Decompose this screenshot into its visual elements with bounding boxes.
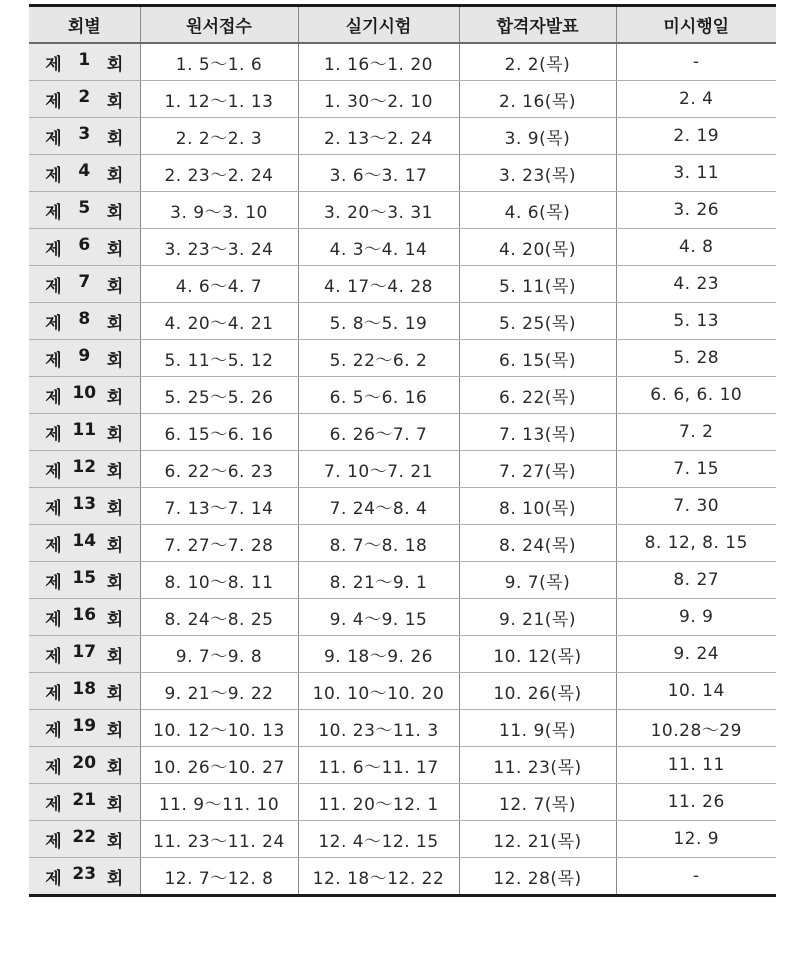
round-label-part: 회 (106, 535, 124, 556)
non-exam-day-cell: 4. 23 (616, 266, 776, 303)
round-label-part: 회 (106, 54, 124, 75)
round-label-part: 제 (45, 609, 62, 630)
round-label-part: 회 (106, 720, 124, 741)
table-row (29, 303, 776, 340)
non-exam-day-cell: 9. 9 (616, 599, 776, 636)
non-exam-day-cell: 2. 4 (616, 81, 776, 118)
round-label-part: 5 (78, 197, 91, 218)
result-announcement-cell: 12. 21(목) (459, 821, 616, 858)
result-announcement-cell: 8. 24(목) (459, 525, 616, 562)
result-announcement-cell: 8. 10(목) (459, 488, 616, 525)
round-label-part: 제 (45, 128, 62, 149)
table-row (29, 488, 776, 525)
round-label (45, 642, 123, 667)
round-label-part: 제 (45, 572, 62, 593)
round-label (45, 494, 123, 519)
round-label (45, 87, 123, 112)
result-announcement-cell: 7. 13(목) (459, 414, 616, 451)
table-row (29, 414, 776, 451)
table-row (29, 710, 776, 747)
practical-exam-period-cell: 1. 16～1. 20 (298, 43, 459, 81)
round-cell (29, 784, 140, 821)
table-header (29, 6, 776, 44)
round-label (45, 568, 123, 593)
table-row (29, 784, 776, 821)
non-exam-day-cell: 4. 8 (616, 229, 776, 266)
practical-exam-period-cell: 2. 13～2. 24 (298, 118, 459, 155)
round-cell (29, 192, 140, 229)
round-label-part: 제 (45, 239, 62, 260)
round-label-part: 회 (106, 276, 124, 297)
round-cell (29, 747, 140, 784)
application-period-cell: 1. 5～1. 6 (140, 43, 298, 81)
practical-exam-period-cell: 9. 4～9. 15 (298, 599, 459, 636)
application-period-cell: 11. 9～11. 10 (140, 784, 298, 821)
non-exam-day-cell: 7. 30 (616, 488, 776, 525)
round-label-part: 7 (78, 271, 91, 292)
application-period-cell: 5. 11～5. 12 (140, 340, 298, 377)
round-label-part: 12 (72, 456, 97, 477)
practical-exam-period-cell: 8. 21～9. 1 (298, 562, 459, 599)
header-practical-exam: 실기시험 (298, 6, 459, 44)
application-period-cell: 3. 9～3. 10 (140, 192, 298, 229)
practical-exam-period-cell: 4. 3～4. 14 (298, 229, 459, 266)
non-exam-day-cell: 3. 26 (616, 192, 776, 229)
table-row (29, 599, 776, 636)
non-exam-day-cell: 11. 26 (616, 784, 776, 821)
practical-exam-period-cell: 12. 4～12. 15 (298, 821, 459, 858)
round-label-part: 회 (106, 609, 124, 630)
round-label (45, 679, 123, 704)
table-row (29, 858, 776, 896)
round-label (45, 346, 123, 371)
round-label-part: 15 (72, 567, 97, 588)
application-period-cell: 10. 26～10. 27 (140, 747, 298, 784)
result-announcement-cell: 11. 23(목) (459, 747, 616, 784)
practical-exam-period-cell: 5. 8～5. 19 (298, 303, 459, 340)
round-label-part: 17 (72, 641, 97, 662)
result-announcement-cell: 3. 9(목) (459, 118, 616, 155)
table-row (29, 266, 776, 303)
table-row (29, 377, 776, 414)
round-cell (29, 710, 140, 747)
application-period-cell: 6. 15～6. 16 (140, 414, 298, 451)
application-period-cell: 4. 6～4. 7 (140, 266, 298, 303)
round-cell (29, 821, 140, 858)
non-exam-day-cell: 7. 15 (616, 451, 776, 488)
round-label-part: 제 (45, 646, 62, 667)
round-label (45, 605, 123, 630)
round-label-part: 제 (45, 350, 62, 371)
round-label-part: 회 (106, 350, 124, 371)
round-cell (29, 599, 140, 636)
practical-exam-period-cell: 3. 20～3. 31 (298, 192, 459, 229)
round-cell (29, 858, 140, 896)
practical-exam-period-cell: 11. 20～12. 1 (298, 784, 459, 821)
round-label-part: 제 (45, 831, 62, 852)
application-period-cell: 3. 23～3. 24 (140, 229, 298, 266)
non-exam-day-cell: 5. 28 (616, 340, 776, 377)
non-exam-day-cell: 3. 11 (616, 155, 776, 192)
round-label-part: 19 (72, 715, 97, 736)
round-cell (29, 303, 140, 340)
practical-exam-period-cell: 6. 5～6. 16 (298, 377, 459, 414)
exam-schedule-table (29, 4, 776, 897)
round-label-part: 회 (106, 498, 124, 519)
round-label (45, 309, 123, 334)
application-period-cell: 8. 24～8. 25 (140, 599, 298, 636)
round-label-part: 제 (45, 720, 62, 741)
non-exam-day-cell: - (616, 858, 776, 896)
round-cell (29, 340, 140, 377)
round-label-part: 21 (72, 789, 97, 810)
round-label-part: 회 (106, 868, 124, 889)
round-label (45, 272, 123, 297)
round-label-part: 제 (45, 276, 62, 297)
practical-exam-period-cell: 3. 6～3. 17 (298, 155, 459, 192)
table-body (29, 43, 776, 896)
round-label-part: 회 (106, 239, 124, 260)
round-label-part: 제 (45, 424, 62, 445)
round-label-part: 회 (106, 313, 124, 334)
table-row (29, 451, 776, 488)
result-announcement-cell: 4. 20(목) (459, 229, 616, 266)
round-cell (29, 562, 140, 599)
result-announcement-cell: 2. 16(목) (459, 81, 616, 118)
round-label-part: 회 (106, 424, 124, 445)
round-label-part: 제 (45, 387, 62, 408)
round-cell (29, 636, 140, 673)
table-row (29, 81, 776, 118)
round-label-part: 11 (72, 419, 97, 440)
round-label-part: 제 (45, 313, 62, 334)
round-label-part: 16 (72, 604, 97, 625)
non-exam-day-cell: 6. 6, 6. 10 (616, 377, 776, 414)
round-cell (29, 155, 140, 192)
round-label-part: 23 (72, 863, 97, 884)
practical-exam-period-cell: 10. 23～11. 3 (298, 710, 459, 747)
round-label-part: 회 (106, 461, 124, 482)
table-row (29, 155, 776, 192)
round-label-part: 회 (106, 165, 124, 186)
non-exam-day-cell: 8. 12, 8. 15 (616, 525, 776, 562)
round-label (45, 235, 123, 260)
round-cell (29, 266, 140, 303)
result-announcement-cell: 4. 6(목) (459, 192, 616, 229)
round-label-part: 회 (106, 572, 124, 593)
table-row (29, 340, 776, 377)
non-exam-day-cell: 5. 13 (616, 303, 776, 340)
application-period-cell: 9. 21～9. 22 (140, 673, 298, 710)
round-label-part: 회 (106, 202, 124, 223)
practical-exam-period-cell: 9. 18～9. 26 (298, 636, 459, 673)
application-period-cell: 1. 12～1. 13 (140, 81, 298, 118)
practical-exam-period-cell: 12. 18～12. 22 (298, 858, 459, 896)
result-announcement-cell: 6. 22(목) (459, 377, 616, 414)
round-label (45, 753, 123, 778)
round-label-part: 회 (106, 794, 124, 815)
round-label-part: 3 (78, 123, 91, 144)
round-cell (29, 118, 140, 155)
application-period-cell: 8. 10～8. 11 (140, 562, 298, 599)
result-announcement-cell: 11. 9(목) (459, 710, 616, 747)
round-label-part: 제 (45, 683, 62, 704)
round-label (45, 827, 123, 852)
round-label (45, 161, 123, 186)
result-announcement-cell: 10. 26(목) (459, 673, 616, 710)
header-round: 회별 (29, 6, 140, 44)
round-label-part: 제 (45, 91, 62, 112)
application-period-cell: 12. 7～12. 8 (140, 858, 298, 896)
non-exam-day-cell: 11. 11 (616, 747, 776, 784)
round-label-part: 제 (45, 535, 62, 556)
table-row (29, 562, 776, 599)
application-period-cell: 2. 2～2. 3 (140, 118, 298, 155)
practical-exam-period-cell: 1. 30～2. 10 (298, 81, 459, 118)
round-label-part: 2 (78, 86, 91, 107)
practical-exam-period-cell: 4. 17～4. 28 (298, 266, 459, 303)
round-cell (29, 229, 140, 266)
round-label (45, 790, 123, 815)
header-application: 원서접수 (140, 6, 298, 44)
application-period-cell: 9. 7～9. 8 (140, 636, 298, 673)
round-label-part: 제 (45, 794, 62, 815)
round-cell (29, 414, 140, 451)
non-exam-day-cell: 8. 27 (616, 562, 776, 599)
table-row (29, 43, 776, 81)
round-label-part: 회 (106, 91, 124, 112)
practical-exam-period-cell: 8. 7～8. 18 (298, 525, 459, 562)
non-exam-day-cell: 9. 24 (616, 636, 776, 673)
round-label (45, 198, 123, 223)
practical-exam-period-cell: 6. 26～7. 7 (298, 414, 459, 451)
non-exam-day-cell: 10.28～29 (616, 710, 776, 747)
round-label-part: 6 (78, 234, 91, 255)
non-exam-day-cell: 12. 9 (616, 821, 776, 858)
application-period-cell: 11. 23～11. 24 (140, 821, 298, 858)
result-announcement-cell: 9. 7(목) (459, 562, 616, 599)
round-label-part: 10 (72, 382, 97, 403)
header-non-exam-day: 미시행일 (616, 6, 776, 44)
round-label-part: 회 (106, 128, 124, 149)
round-label (45, 864, 123, 889)
practical-exam-period-cell: 10. 10～10. 20 (298, 673, 459, 710)
round-label-part: 18 (72, 678, 97, 699)
application-period-cell: 7. 27～7. 28 (140, 525, 298, 562)
application-period-cell: 5. 25～5. 26 (140, 377, 298, 414)
round-label (45, 383, 123, 408)
round-cell (29, 488, 140, 525)
result-announcement-cell: 5. 11(목) (459, 266, 616, 303)
round-label-part: 제 (45, 461, 62, 482)
table-row (29, 673, 776, 710)
round-label-part: 9 (78, 345, 91, 366)
application-period-cell: 7. 13～7. 14 (140, 488, 298, 525)
table-row (29, 192, 776, 229)
round-label-part: 제 (45, 165, 62, 186)
round-cell (29, 43, 140, 81)
round-cell (29, 451, 140, 488)
header-row (29, 6, 776, 44)
round-cell (29, 377, 140, 414)
non-exam-day-cell: 7. 2 (616, 414, 776, 451)
practical-exam-period-cell: 5. 22～6. 2 (298, 340, 459, 377)
table-row (29, 229, 776, 266)
round-label-part: 1 (78, 49, 91, 70)
round-cell (29, 81, 140, 118)
round-label-part: 회 (106, 831, 124, 852)
round-label-part: 8 (78, 308, 91, 329)
round-label-part: 회 (106, 646, 124, 667)
result-announcement-cell: 6. 15(목) (459, 340, 616, 377)
table-row (29, 636, 776, 673)
round-label-part: 회 (106, 387, 124, 408)
result-announcement-cell: 2. 2(목) (459, 43, 616, 81)
round-label (45, 457, 123, 482)
result-announcement-cell: 12. 28(목) (459, 858, 616, 896)
result-announcement-cell: 9. 21(목) (459, 599, 616, 636)
table-row (29, 118, 776, 155)
result-announcement-cell: 12. 7(목) (459, 784, 616, 821)
application-period-cell: 4. 20～4. 21 (140, 303, 298, 340)
result-announcement-cell: 5. 25(목) (459, 303, 616, 340)
non-exam-day-cell: - (616, 43, 776, 81)
round-label-part: 14 (72, 530, 97, 551)
round-label (45, 531, 123, 556)
round-label-part: 제 (45, 868, 62, 889)
table-row (29, 525, 776, 562)
round-label (45, 420, 123, 445)
result-announcement-cell: 7. 27(목) (459, 451, 616, 488)
result-announcement-cell: 10. 12(목) (459, 636, 616, 673)
header-result-announcement: 합격자발표 (459, 6, 616, 44)
round-label-part: 13 (72, 493, 97, 514)
round-cell (29, 525, 140, 562)
round-label-part: 제 (45, 498, 62, 519)
round-label-part: 제 (45, 757, 62, 778)
practical-exam-period-cell: 11. 6～11. 17 (298, 747, 459, 784)
table-row (29, 747, 776, 784)
round-cell (29, 673, 140, 710)
table-row (29, 821, 776, 858)
round-label-part: 22 (72, 826, 97, 847)
result-announcement-cell: 3. 23(목) (459, 155, 616, 192)
round-label (45, 50, 123, 75)
application-period-cell: 10. 12～10. 13 (140, 710, 298, 747)
application-period-cell: 6. 22～6. 23 (140, 451, 298, 488)
round-label-part: 회 (106, 757, 124, 778)
round-label-part: 제 (45, 202, 62, 223)
practical-exam-period-cell: 7. 10～7. 21 (298, 451, 459, 488)
round-label-part: 4 (78, 160, 91, 181)
practical-exam-period-cell: 7. 24～8. 4 (298, 488, 459, 525)
round-label (45, 124, 123, 149)
round-label (45, 716, 123, 741)
application-period-cell: 2. 23～2. 24 (140, 155, 298, 192)
non-exam-day-cell: 2. 19 (616, 118, 776, 155)
round-label-part: 20 (72, 752, 97, 773)
round-label-part: 회 (106, 683, 124, 704)
non-exam-day-cell: 10. 14 (616, 673, 776, 710)
round-label-part: 제 (45, 54, 62, 75)
